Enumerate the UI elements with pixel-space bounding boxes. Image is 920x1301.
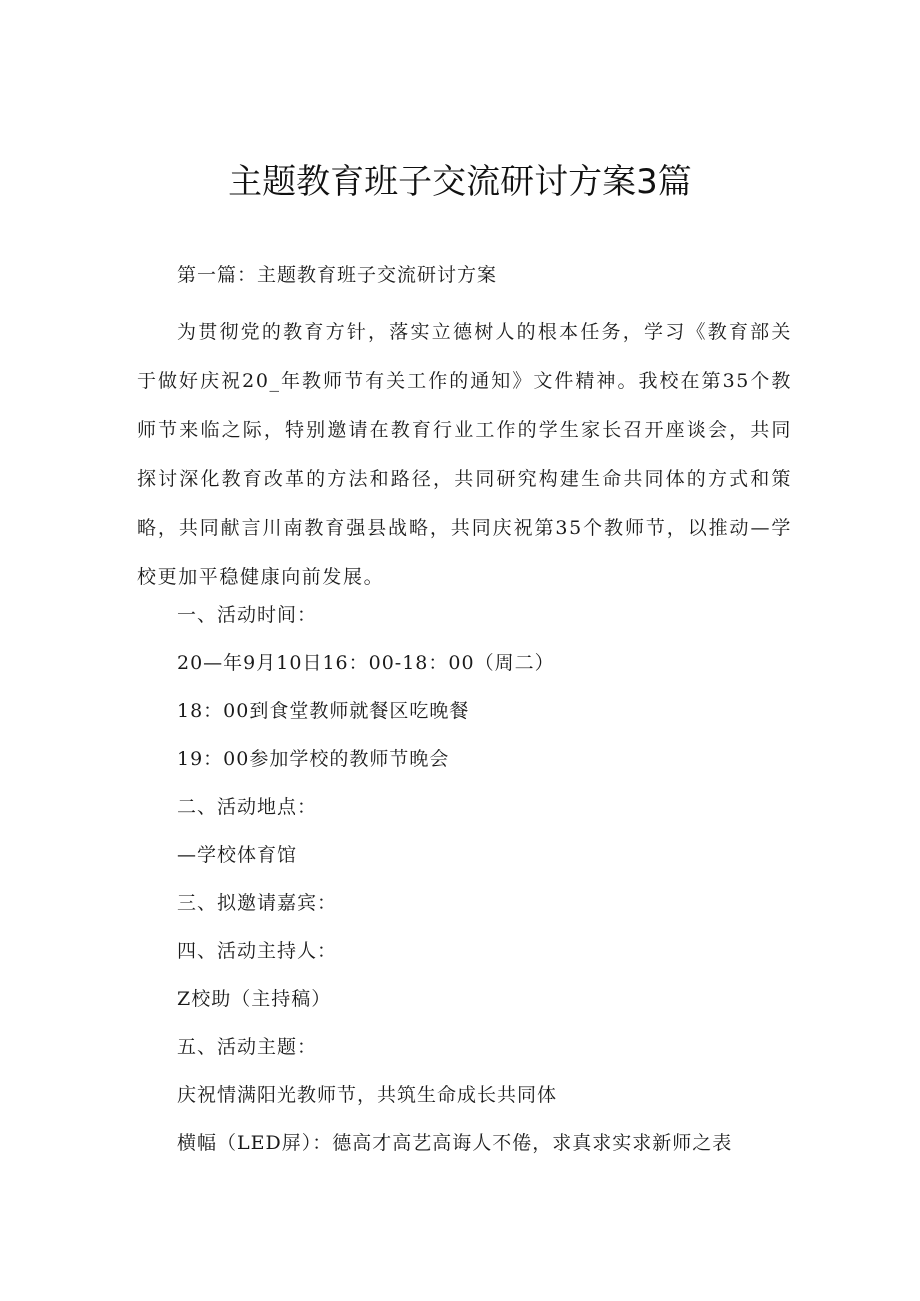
item-activity-location: —学校体育馆 [177, 844, 298, 866]
item-guests-heading: 三、拟邀请嘉宾： [177, 892, 338, 914]
item-banner: 横幅（LED屏）：德高才高艺高诲人不倦，求真求实求新师之表 [177, 1132, 733, 1154]
item-theme-heading: 五、活动主题： [177, 1036, 318, 1058]
section-heading: 第一篇：主题教育班子交流研讨方案 [177, 264, 498, 286]
item-activity-date: 20—年9月10日16：00-18：00（周二） [177, 652, 555, 674]
item-activity-time-heading: 一、活动时间： [177, 604, 318, 626]
item-activity-location-heading: 二、活动地点： [177, 796, 318, 818]
document-title: 主题教育班子交流研讨方案3篇 [228, 162, 692, 202]
item-dinner-time: 18：00到食堂教师就餐区吃晚餐 [177, 700, 470, 722]
item-gala-time: 19：00参加学校的教师节晚会 [177, 748, 450, 770]
item-host-heading: 四、活动主持人： [177, 940, 338, 962]
item-theme: 庆祝情满阳光教师节，共筑生命成长共同体 [177, 1084, 558, 1106]
item-host: Z校助（主持稿） [177, 988, 332, 1010]
intro-paragraph: 为贯彻党的教育方针，落实立德树人的根本任务，学习《教育部关于做好庆祝20_年教师节有关工作的通知》文件精神。我校在第35个教师节来临之际，特别邀请在教育行业工作的学生家长召开座谈会，共同探讨深化教育改革的方法和路径，共同研究构建生命共同体的方式和策略，共同献言川南教育强县战略，共同庆祝第35个教师节，以推动—学校更加平稳健康向前发展。 [137, 321, 792, 588]
